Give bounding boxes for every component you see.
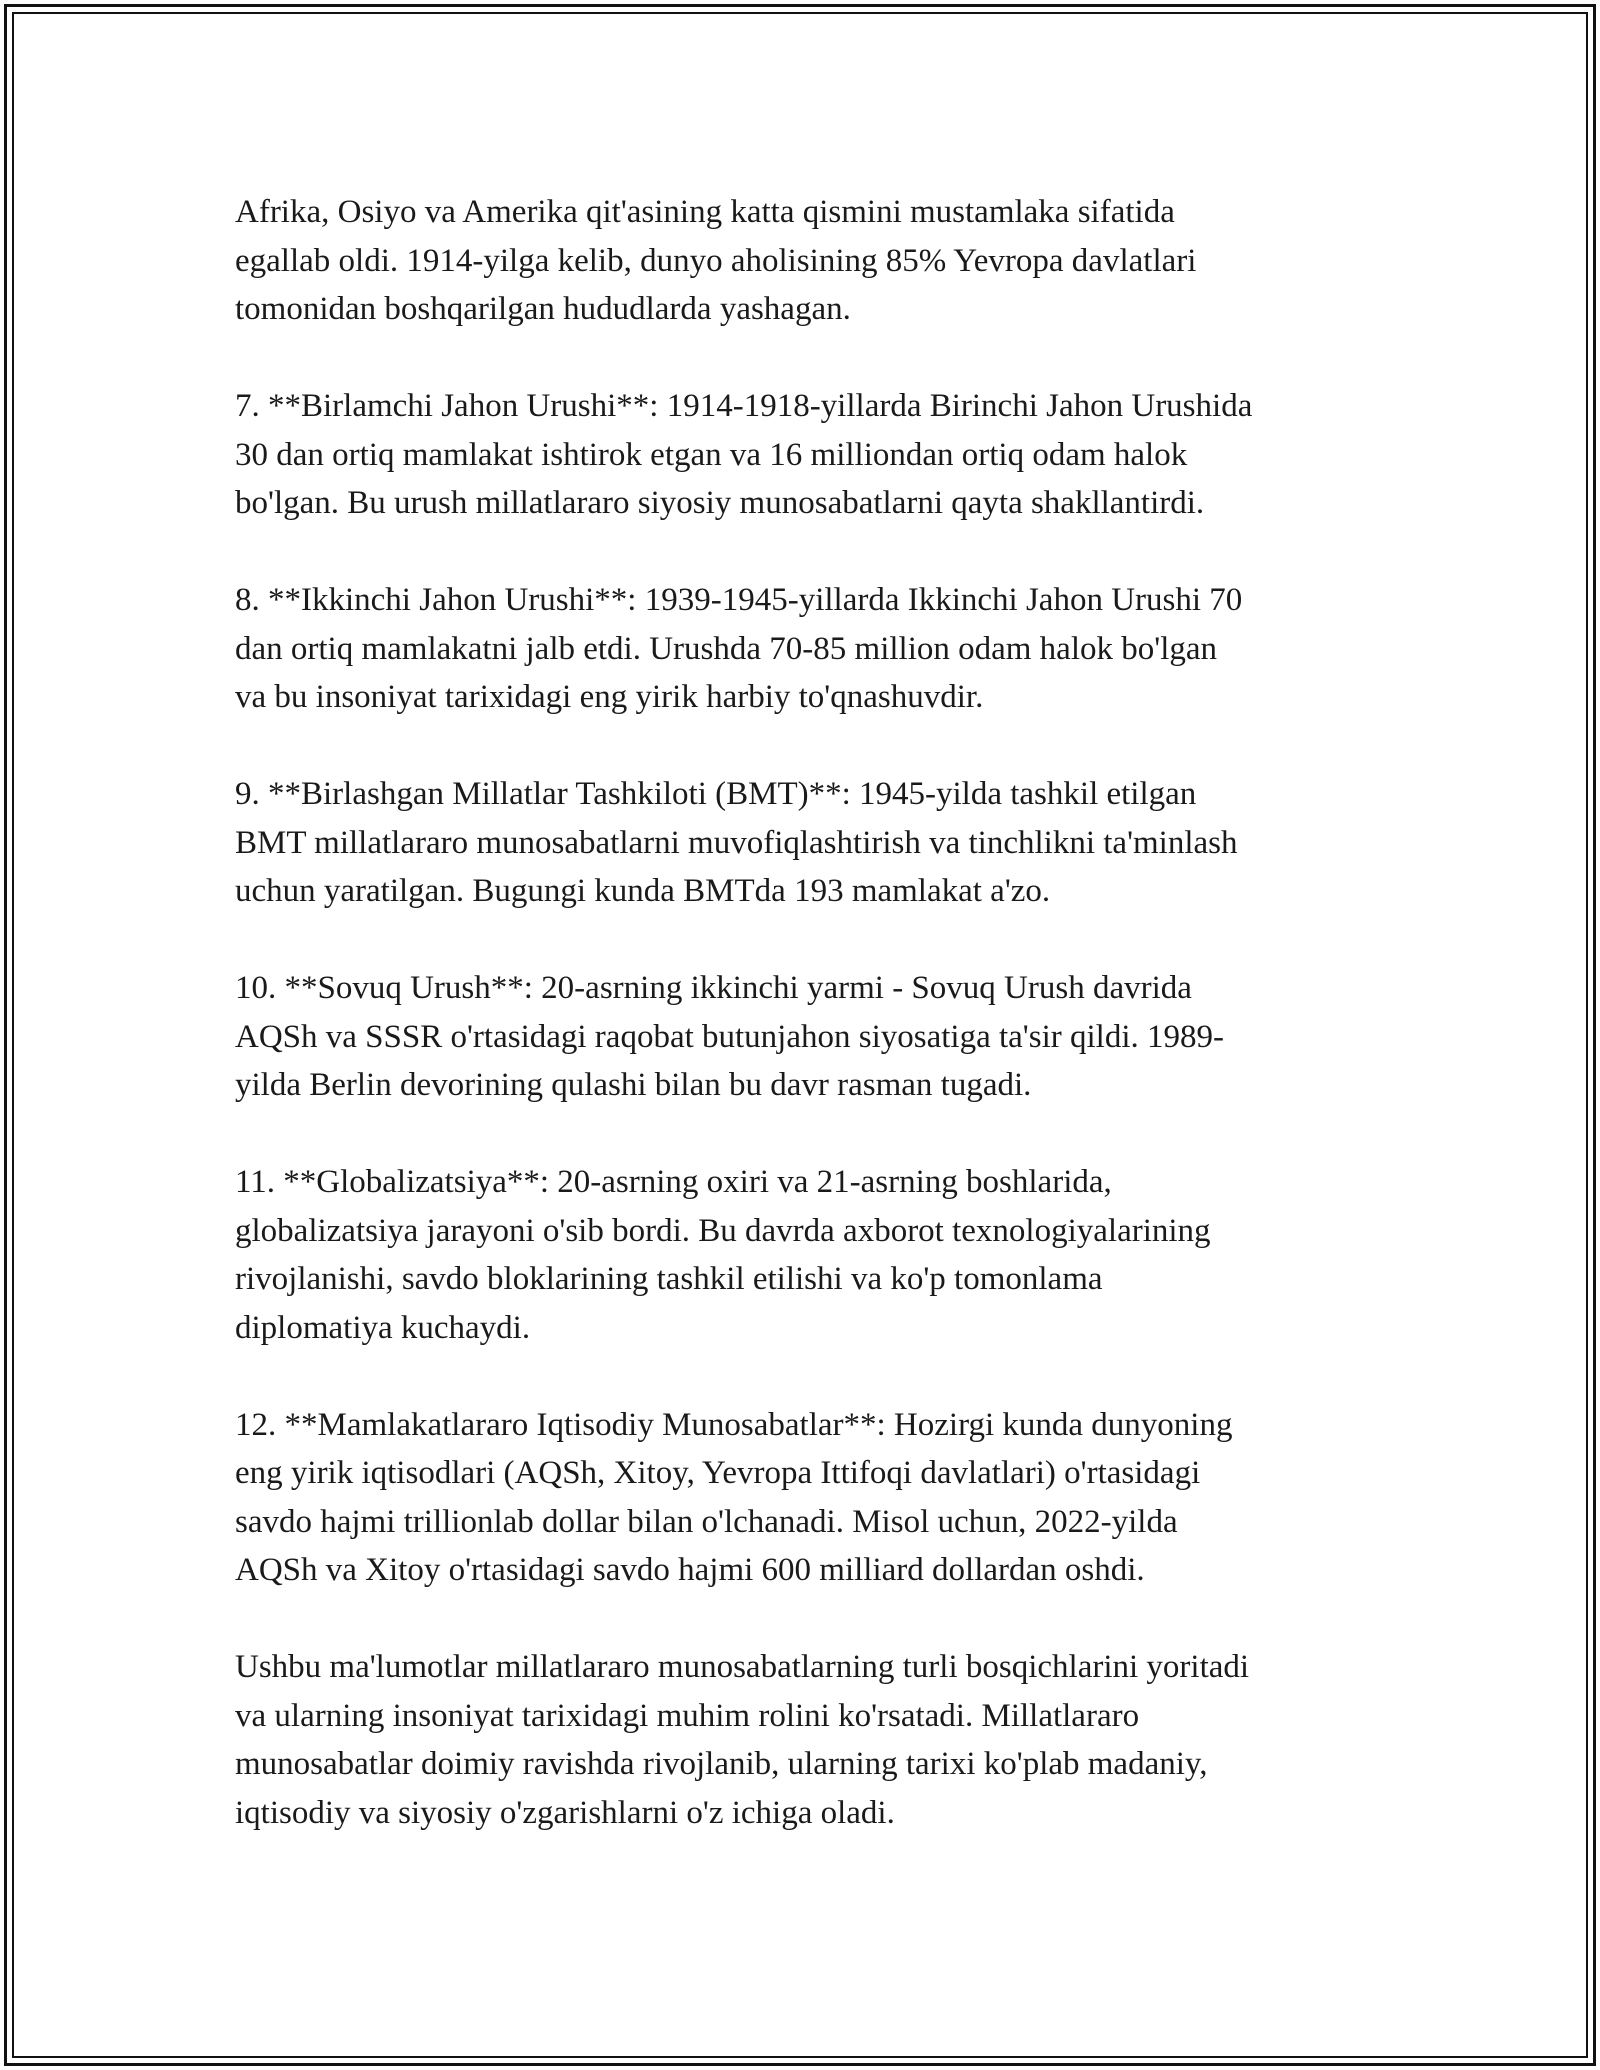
text-line: 8. **Ikkinchi Jahon Urushi**: 1939-1945-yillarda Ikkinchi Jahon Urushi 70 (235, 582, 1243, 618)
text-line: diplomatiya kuchaydi. (235, 1309, 531, 1346)
text-line: yilda Berlin devorining qulashi bilan bu davr rasman tugadi. (235, 1067, 1032, 1103)
text-line: BMT millatlararo munosabatlarni muvofiqlashtirish va tinchlikni ta'minlash (235, 824, 1238, 861)
text-line: AQSh va SSSR o'rtasidagi raqobat butunjahon siyosatiga ta'sir qildi. 1989- (235, 1018, 1224, 1055)
text-line: globalizatsiya jarayoni o'sib bordi. Bu davrda axborot texnologiyalarining (235, 1212, 1211, 1249)
text-line: bo'lgan. Bu urush millatlararo siyosiy munosabatlarni qayta shakllantirdi. (235, 485, 1205, 521)
text-line: munosabatlar doimiy ravishda rivojlanib, ularning tarixi ko'plab madaniy, (235, 1746, 1208, 1782)
paragraph-item-9 (235, 770, 1375, 916)
text-line: tomonidan boshqarilgan hududlarda yashagan. (235, 291, 851, 327)
text-line: egallab oldi. 1914-yilga kelib, dunyo aholisining 85% Yevropa davlatlari (235, 242, 1197, 279)
text-line: 9. **Birlashgan Millatlar Tashkiloti (BMT)**: 1945-yilda tashkil etilgan (235, 776, 1197, 812)
text-line: AQSh va Xitoy o'rtasidagi savdo hajmi 600 milliard dollardan oshdi. (235, 1552, 1145, 1588)
paragraph-item-7 (235, 382, 1375, 528)
text-line: 30 dan ortiq mamlakat ishtirok etgan va 16 milliondan ortiq odam halok (235, 436, 1188, 473)
text-line: uchun yaratilgan. Bugungi kunda BMTda 193 mamlakat a'zo. (235, 873, 1051, 909)
text-line: dan ortiq mamlakatni jalb etdi. Urushda 70-85 million odam halok bo'lgan (235, 630, 1218, 667)
text-line: savdo hajmi trillionlab dollar bilan o'lchanadi. Misol uchun, 2022-yilda (235, 1503, 1178, 1540)
text-line: va bu insoniyat tarixidagi eng yirik harbiy to'qnashuvdir. (235, 679, 984, 715)
text-line: eng yirik iqtisodlari (AQSh, Xitoy, Yevropa Ittifoqi davlatlari) o'rtasidagi (235, 1455, 1201, 1491)
text-line: 12. **Mamlakatlararo Iqtisodiy Munosabatlar**: Hozirgi kunda dunyoning (235, 1406, 1233, 1443)
text-line: Afrika, Osiyo va Amerika qit'asining katta qismini mustamlaka sifatida (235, 194, 1175, 230)
paragraph-intro-continuation (235, 188, 1375, 334)
paragraph-item-11 (235, 1158, 1375, 1352)
paragraph-item-8 (235, 576, 1375, 722)
paragraph-conclusion (235, 1643, 1375, 1837)
text-line: 11. **Globalizatsiya**: 20-asrning oxiri va 21-asrning boshlarida, (235, 1164, 1112, 1200)
paragraph-item-10 (235, 964, 1375, 1110)
text-line: 10. **Sovuq Urush**: 20-asrning ikkinchi yarmi - Sovuq Urush davrida (235, 970, 1192, 1006)
paragraph-item-12 (235, 1401, 1375, 1595)
text-line: Ushbu ma'lumotlar millatlararo munosabatlarning turli bosqichlarini yoritadi (235, 1649, 1250, 1685)
text-line: va ularning insoniyat tarixidagi muhim rolini ko'rsatadi. Millatlararo (235, 1697, 1140, 1734)
text-line: 7. **Birlamchi Jahon Urushi**: 1914-1918-yillarda Birinchi Jahon Urushida (235, 388, 1253, 424)
document-body (235, 188, 1375, 1886)
text-line: rivojlanishi, savdo bloklarining tashkil etilishi va ko'p tomonlama (235, 1261, 1103, 1297)
text-line: iqtisodiy va siyosiy o'zgarishlarni o'z ichiga oladi. (235, 1794, 895, 1831)
